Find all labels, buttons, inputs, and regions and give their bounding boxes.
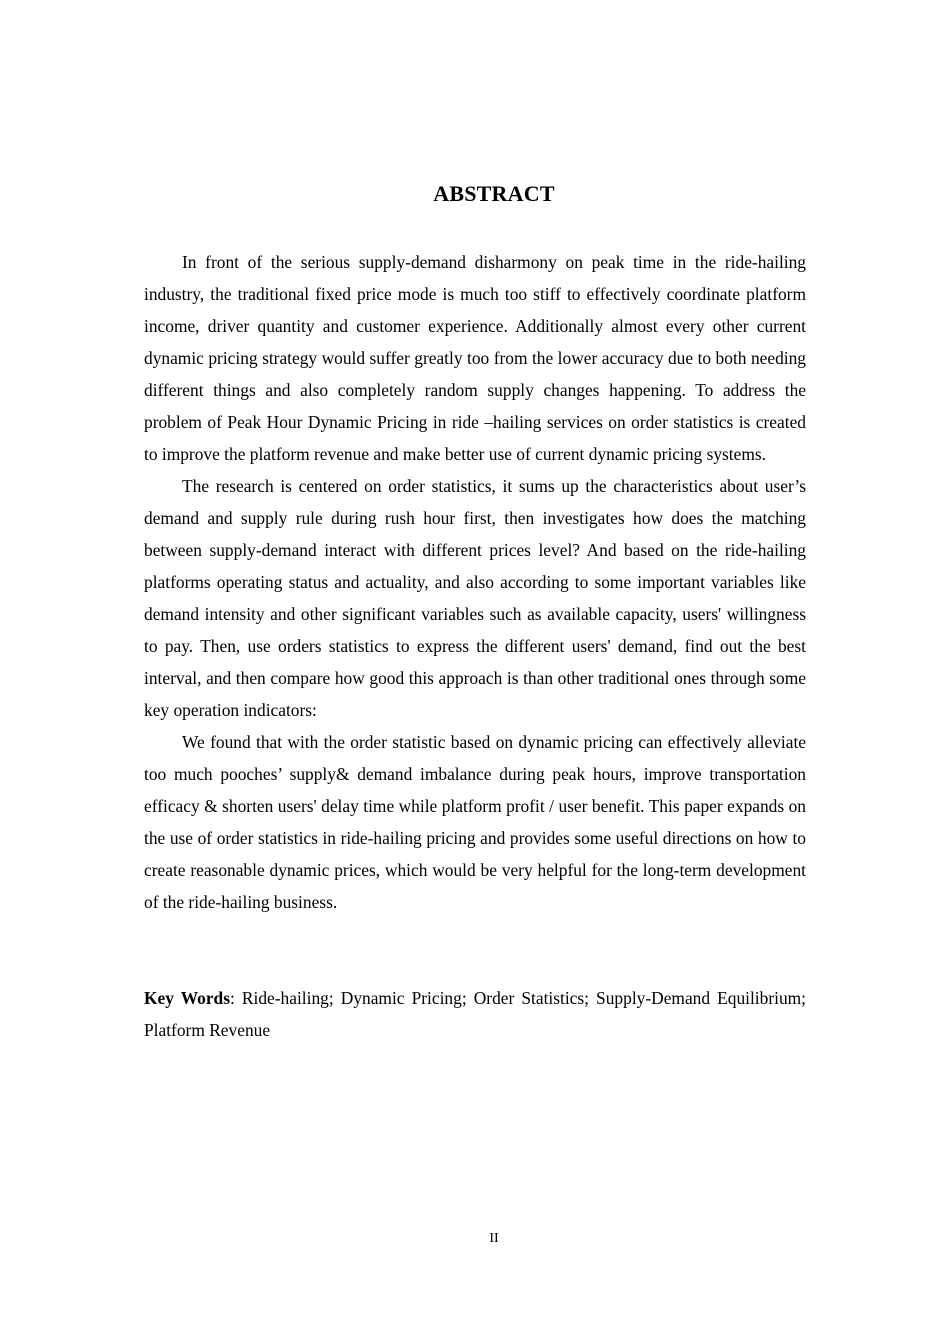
abstract-paragraph-1: In front of the serious supply-demand disharmony on peak time in the ride-hailing industry, the traditional fixed price mode is much too stiff to effectively coordinate platform income, driver quantity and customer experience. Additionally almost every other current dynamic pricing strategy would suffer greatly too from the lower accuracy due to both needing different things and also completely random supply changes happening. To address the problem of Peak Hour Dynamic Pricing in ride –hailing services on order statistics is created to improve the platform revenue and make better use of current dynamic pricing systems. (144, 252, 806, 464)
abstract-body (144, 246, 806, 918)
abstract-paragraph-3: We found that with the order statistic based on dynamic pricing can effectively alleviate too much pooches’ supply& demand imbalance during peak hours, improve transportation efficacy & shorten users' delay time while platform profit / user benefit. This paper expands on the use of order statistics in ride-hailing pricing and provides some useful directions on how to create reasonable dynamic prices, which would be very helpful for the long-term development of the ride-hailing business. (144, 732, 806, 912)
keywords-text: Ride-hailing; Dynamic Pricing; Order Statistics; Supply-Demand Equilibrium; Platform Revenue (144, 988, 807, 1040)
keywords-separator: : (230, 988, 235, 1008)
keywords-label: Key Words (144, 988, 230, 1008)
keywords-line (144, 982, 806, 1046)
abstract-paragraph-2: The research is centered on order statistics, it sums up the characteristics about user’s demand and supply rule during rush hour first, then investigates how does the matching between supply-demand interact with different prices level? And based on the ride-hailing platforms operating status and actuality, and also according to some important variables like demand intensity and other significant variables such as available capacity, users' willingness to pay. Then, use orders statistics to express the different users' demand, find out the best interval, and then compare how good this approach is than other traditional ones through some key operation indicators: (144, 476, 806, 720)
page-number: II (489, 1231, 499, 1246)
abstract-heading: ABSTRACT (433, 181, 555, 206)
